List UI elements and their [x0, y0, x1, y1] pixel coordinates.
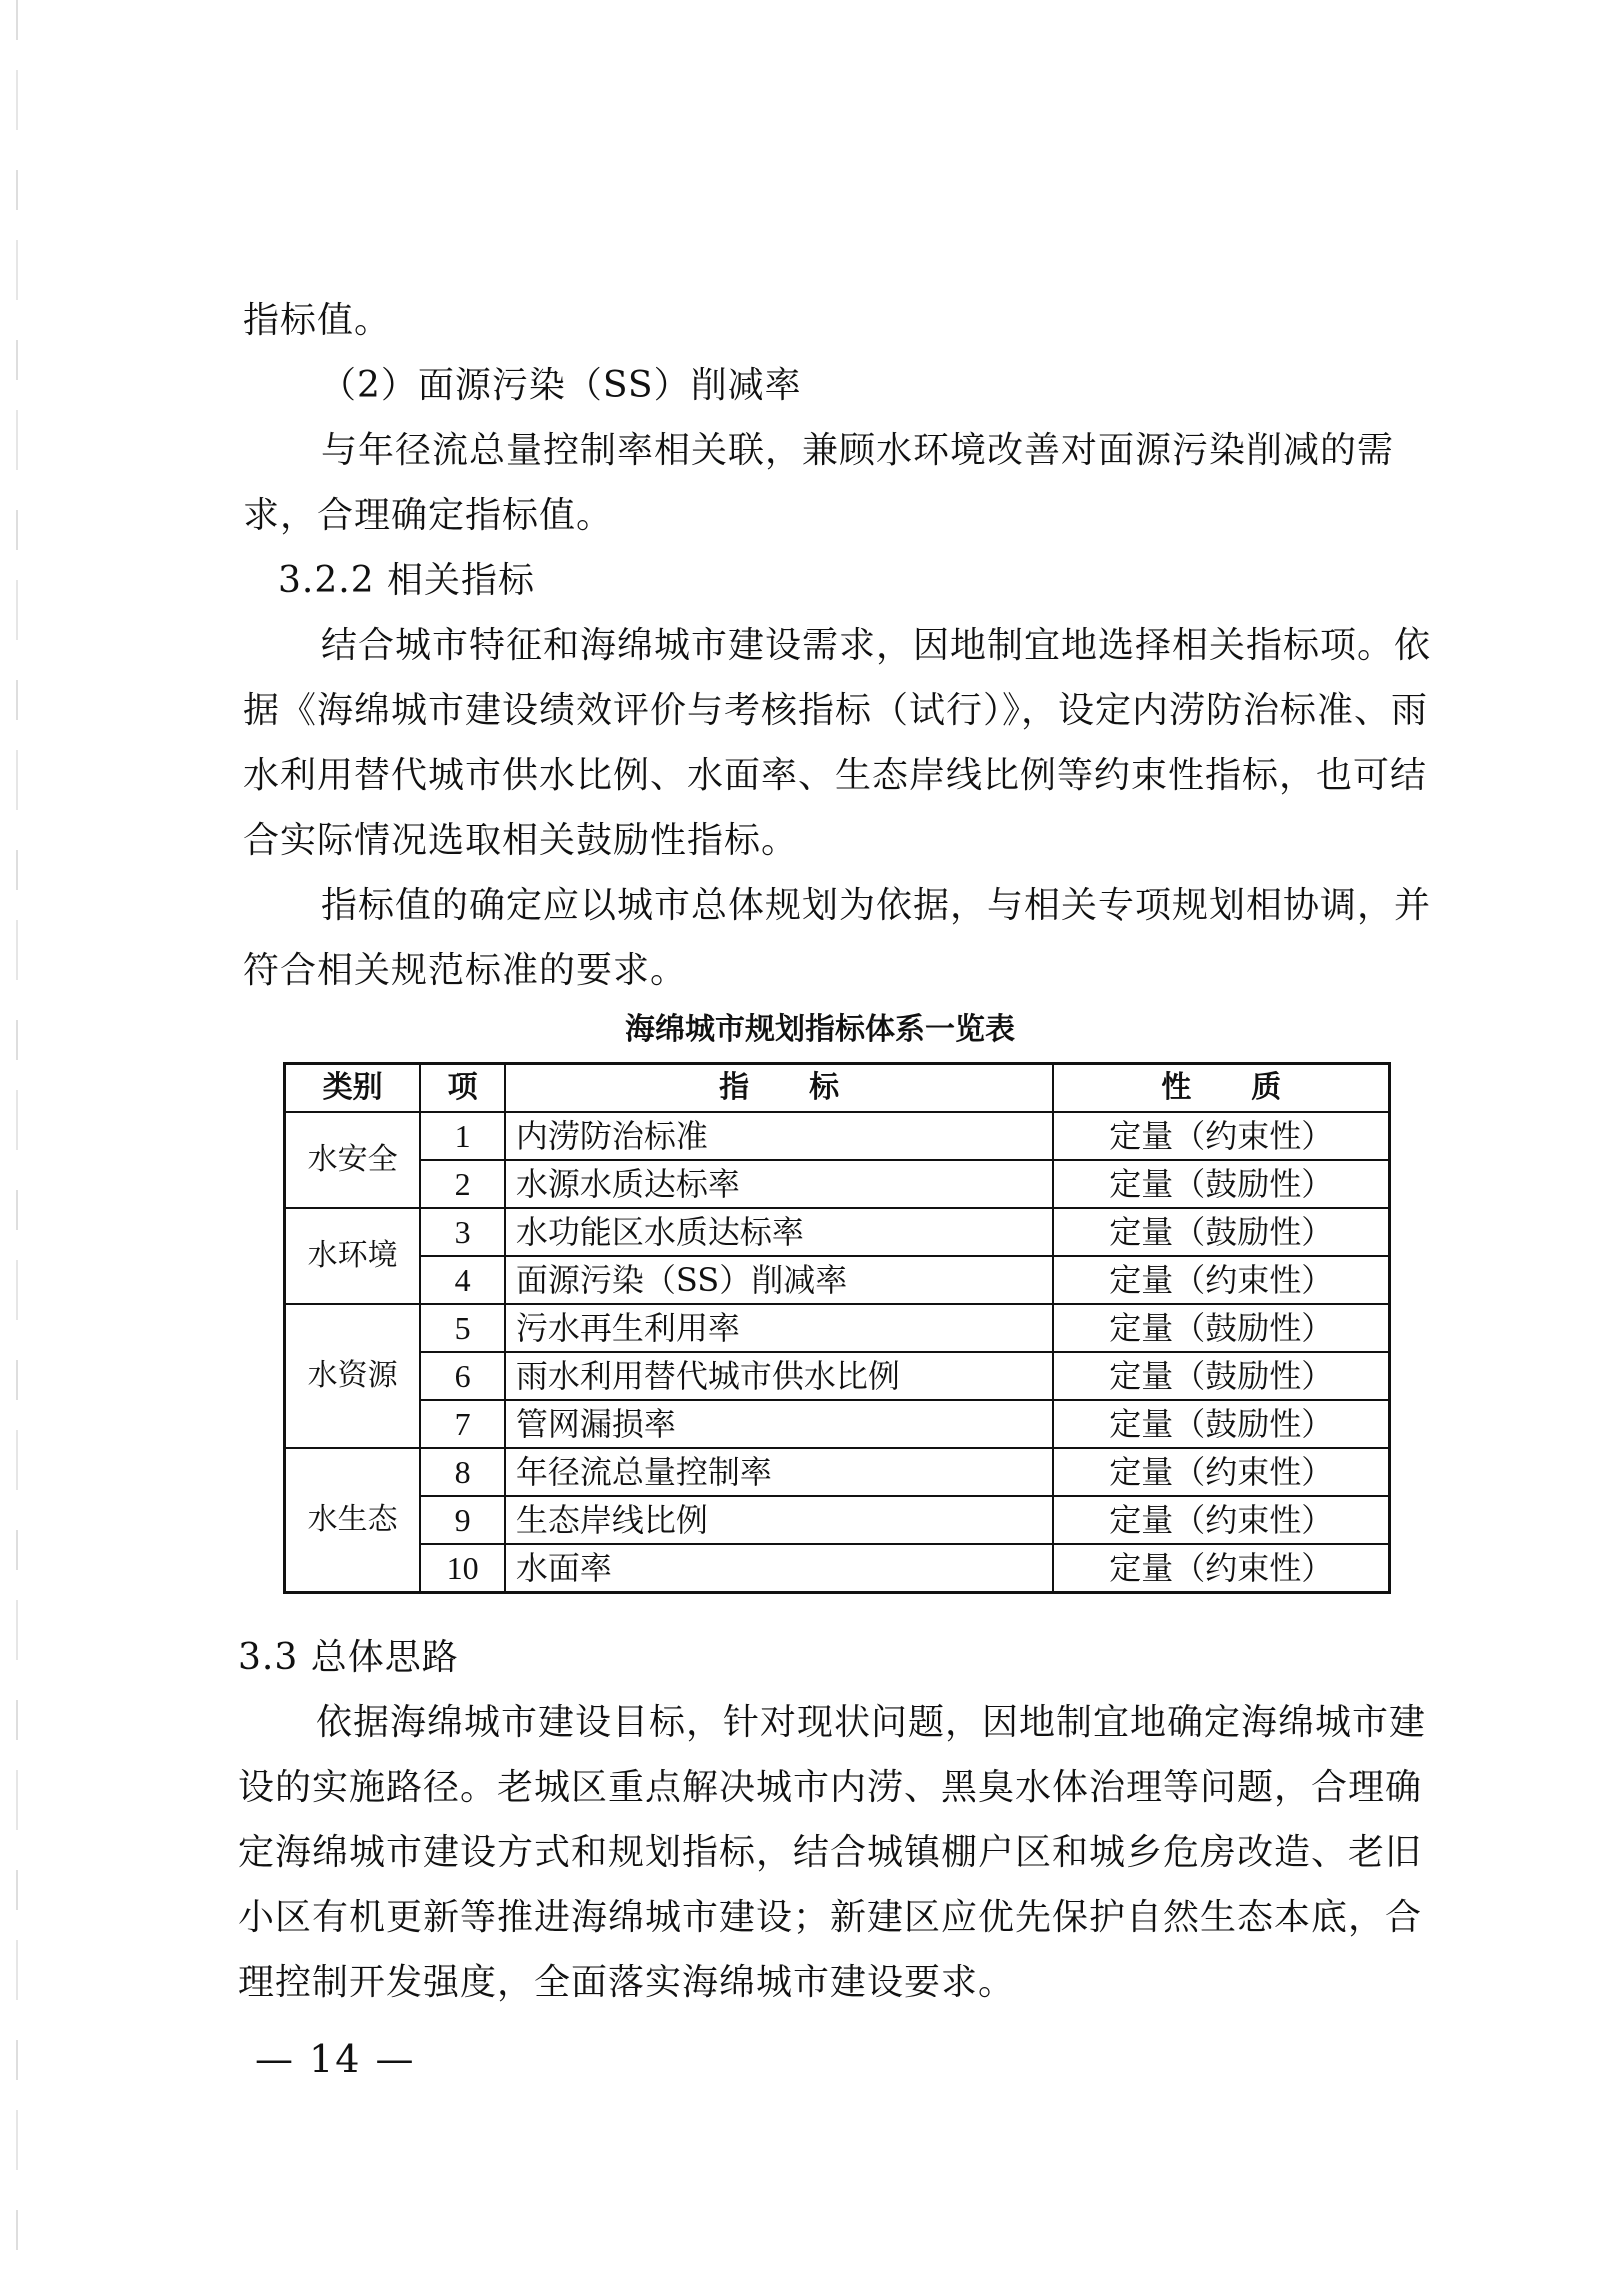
paragraph-index-value: 指标值。 — [243, 300, 392, 341]
table-row — [285, 1544, 1390, 1593]
scan-edge-artifact — [16, 0, 18, 2275]
table-row — [285, 1448, 1390, 1496]
page-number: — 14 — — [255, 2037, 416, 2081]
indicator-nature: 定量（约束性） — [1053, 1496, 1389, 1544]
table-row — [285, 1256, 1390, 1304]
subheading-ss-reduction: （2）面源污染（SS）削减率 — [320, 365, 802, 406]
item-number: 7 — [420, 1400, 505, 1448]
item-number: 3 — [420, 1208, 505, 1256]
indicator-name: 面源污染（SS）削减率 — [505, 1256, 1054, 1304]
item-number: 1 — [420, 1112, 505, 1160]
indicator-name: 水源水质达标率 — [505, 1160, 1054, 1208]
item-number: 8 — [420, 1448, 505, 1496]
indicator-table — [283, 1062, 1391, 1594]
category-cell: 水生态 — [285, 1448, 421, 1593]
category-cell: 水环境 — [285, 1208, 421, 1304]
paragraph-overall-approach: 依据海绵城市建设目标，针对现状问题，因地制宜地确定海绵城市建设的实施路径。老城区重点解决城市内涝、黑臭水体治理等问题，合理确定海绵城市建设方式和规划指标，结合城镇棚户区和城乡危房改造、老旧小区有机更新等推进海绵城市建设；新建区应优先保护自然生态本底，合理控制开发强度，全面落实海绵城市建设要求。 — [238, 1702, 1427, 2003]
header-indicator: 指 标 — [505, 1064, 1054, 1113]
table-row — [285, 1496, 1390, 1544]
item-number: 9 — [420, 1496, 505, 1544]
table-row — [285, 1112, 1390, 1160]
table-title: 海绵城市规划指标体系一览表 — [625, 1012, 1015, 1047]
header-item: 项 — [420, 1064, 505, 1113]
indicator-nature: 定量（约束性） — [1053, 1256, 1389, 1304]
indicator-name: 管网漏损率 — [505, 1400, 1054, 1448]
table-header-row — [285, 1064, 1390, 1113]
indicator-nature: 定量（约束性） — [1053, 1448, 1389, 1496]
table-row — [285, 1304, 1390, 1352]
paragraph-ss-description: 与年径流总量控制率相关联，兼顾水环境改善对面源污染削减的需求，合理确定指标值。 — [243, 430, 1395, 536]
item-number: 10 — [420, 1544, 505, 1593]
indicator-nature: 定量（鼓励性） — [1053, 1160, 1389, 1208]
category-cell: 水资源 — [285, 1304, 421, 1448]
indicator-name: 内涝防治标准 — [505, 1112, 1054, 1160]
table-row — [285, 1352, 1390, 1400]
paragraph-indicator-basis: 指标值的确定应以城市总体规划为依据，与相关专项规划相协调，并符合相关规范标准的要求。 — [243, 885, 1432, 991]
table-row — [285, 1208, 1390, 1256]
indicator-name: 年径流总量控制率 — [505, 1448, 1054, 1496]
item-number: 2 — [420, 1160, 505, 1208]
item-number: 6 — [420, 1352, 505, 1400]
indicator-name: 生态岸线比例 — [505, 1496, 1054, 1544]
indicator-nature: 定量（约束性） — [1053, 1544, 1389, 1593]
section-heading-3-2-2: 3.2.2 相关指标 — [278, 560, 536, 601]
indicator-nature: 定量（鼓励性） — [1053, 1208, 1389, 1256]
indicator-nature: 定量（鼓励性） — [1053, 1304, 1389, 1352]
category-cell: 水安全 — [285, 1112, 421, 1208]
indicator-nature: 定量（约束性） — [1053, 1112, 1389, 1160]
indicator-name: 水功能区水质达标率 — [505, 1208, 1054, 1256]
table-row — [285, 1160, 1390, 1208]
indicator-nature: 定量（鼓励性） — [1053, 1400, 1389, 1448]
indicator-name: 雨水利用替代城市供水比例 — [505, 1352, 1054, 1400]
item-number: 5 — [420, 1304, 505, 1352]
header-nature: 性 质 — [1053, 1064, 1389, 1113]
table-row — [285, 1400, 1390, 1448]
section-heading-3-3: 3.3 总体思路 — [238, 1637, 459, 1678]
indicator-name: 污水再生利用率 — [505, 1304, 1054, 1352]
item-number: 4 — [420, 1256, 505, 1304]
indicator-name: 水面率 — [505, 1544, 1054, 1593]
paragraph-related-indicators: 结合城市特征和海绵城市建设需求，因地制宜地选择相关指标项。依据《海绵城市建设绩效评价与考核指标（试行）》，设定内涝防治标准、雨水利用替代城市供水比例、水面率、生态岸线比例等约束性指标，也可结合实际情况选取相关鼓励性指标。 — [243, 625, 1432, 861]
header-category: 类别 — [285, 1064, 421, 1113]
indicator-nature: 定量（鼓励性） — [1053, 1352, 1389, 1400]
